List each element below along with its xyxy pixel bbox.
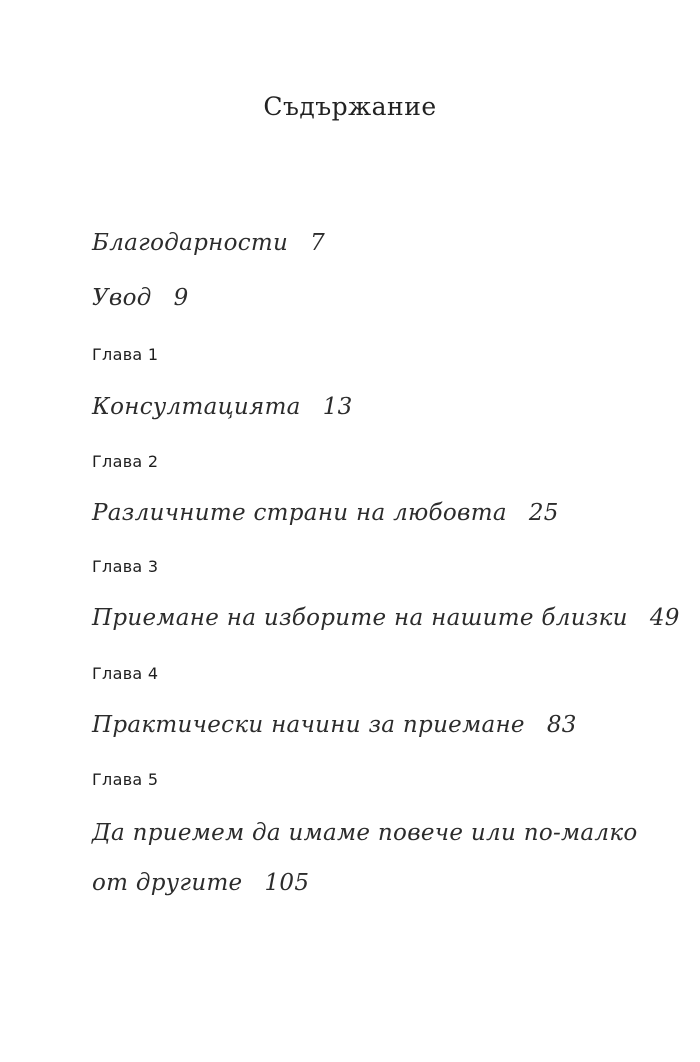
entry-title: Благодарности xyxy=(92,230,289,256)
entry-page-number: 9 xyxy=(173,285,189,311)
entry-title: Различните страни на любовта xyxy=(92,500,507,526)
chapter-label-1: Глава 1 xyxy=(92,345,159,364)
toc-entry-more-or-less-line1 xyxy=(92,820,638,846)
toc-entry-consultation xyxy=(92,394,353,420)
entry-page-number: 13 xyxy=(322,394,353,420)
entry-title: Приемане на изборите на нашите близки xyxy=(92,605,628,631)
entry-title: Увод xyxy=(92,285,152,311)
entry-title-line2: от другите xyxy=(92,870,243,896)
toc-entry-practical-ways xyxy=(92,712,577,738)
entry-page-number: 49 xyxy=(649,605,680,631)
chapter-label-4: Глава 4 xyxy=(92,664,159,683)
toc-entry-acknowledgements xyxy=(92,230,325,256)
entry-page-number: 83 xyxy=(546,712,577,738)
entry-title-line1: Да приемем да имаме повече или по-малко xyxy=(92,820,638,846)
entry-title: Консултацията xyxy=(92,394,301,420)
toc-entry-accepting-choices xyxy=(92,605,680,631)
toc-entry-more-or-less-line2 xyxy=(92,870,309,896)
entry-page-number: 25 xyxy=(528,500,559,526)
entry-page-number: 105 xyxy=(264,870,310,896)
toc-entry-sides-of-love xyxy=(92,500,559,526)
entry-title: Практически начини за приемане xyxy=(92,712,525,738)
entry-page-number: 7 xyxy=(310,230,326,256)
page-title: Съдържание xyxy=(263,92,437,121)
chapter-label-2: Глава 2 xyxy=(92,452,159,471)
chapter-label-3: Глава 3 xyxy=(92,557,159,576)
toc-entry-introduction xyxy=(92,285,189,311)
chapter-label-5: Глава 5 xyxy=(92,770,159,789)
